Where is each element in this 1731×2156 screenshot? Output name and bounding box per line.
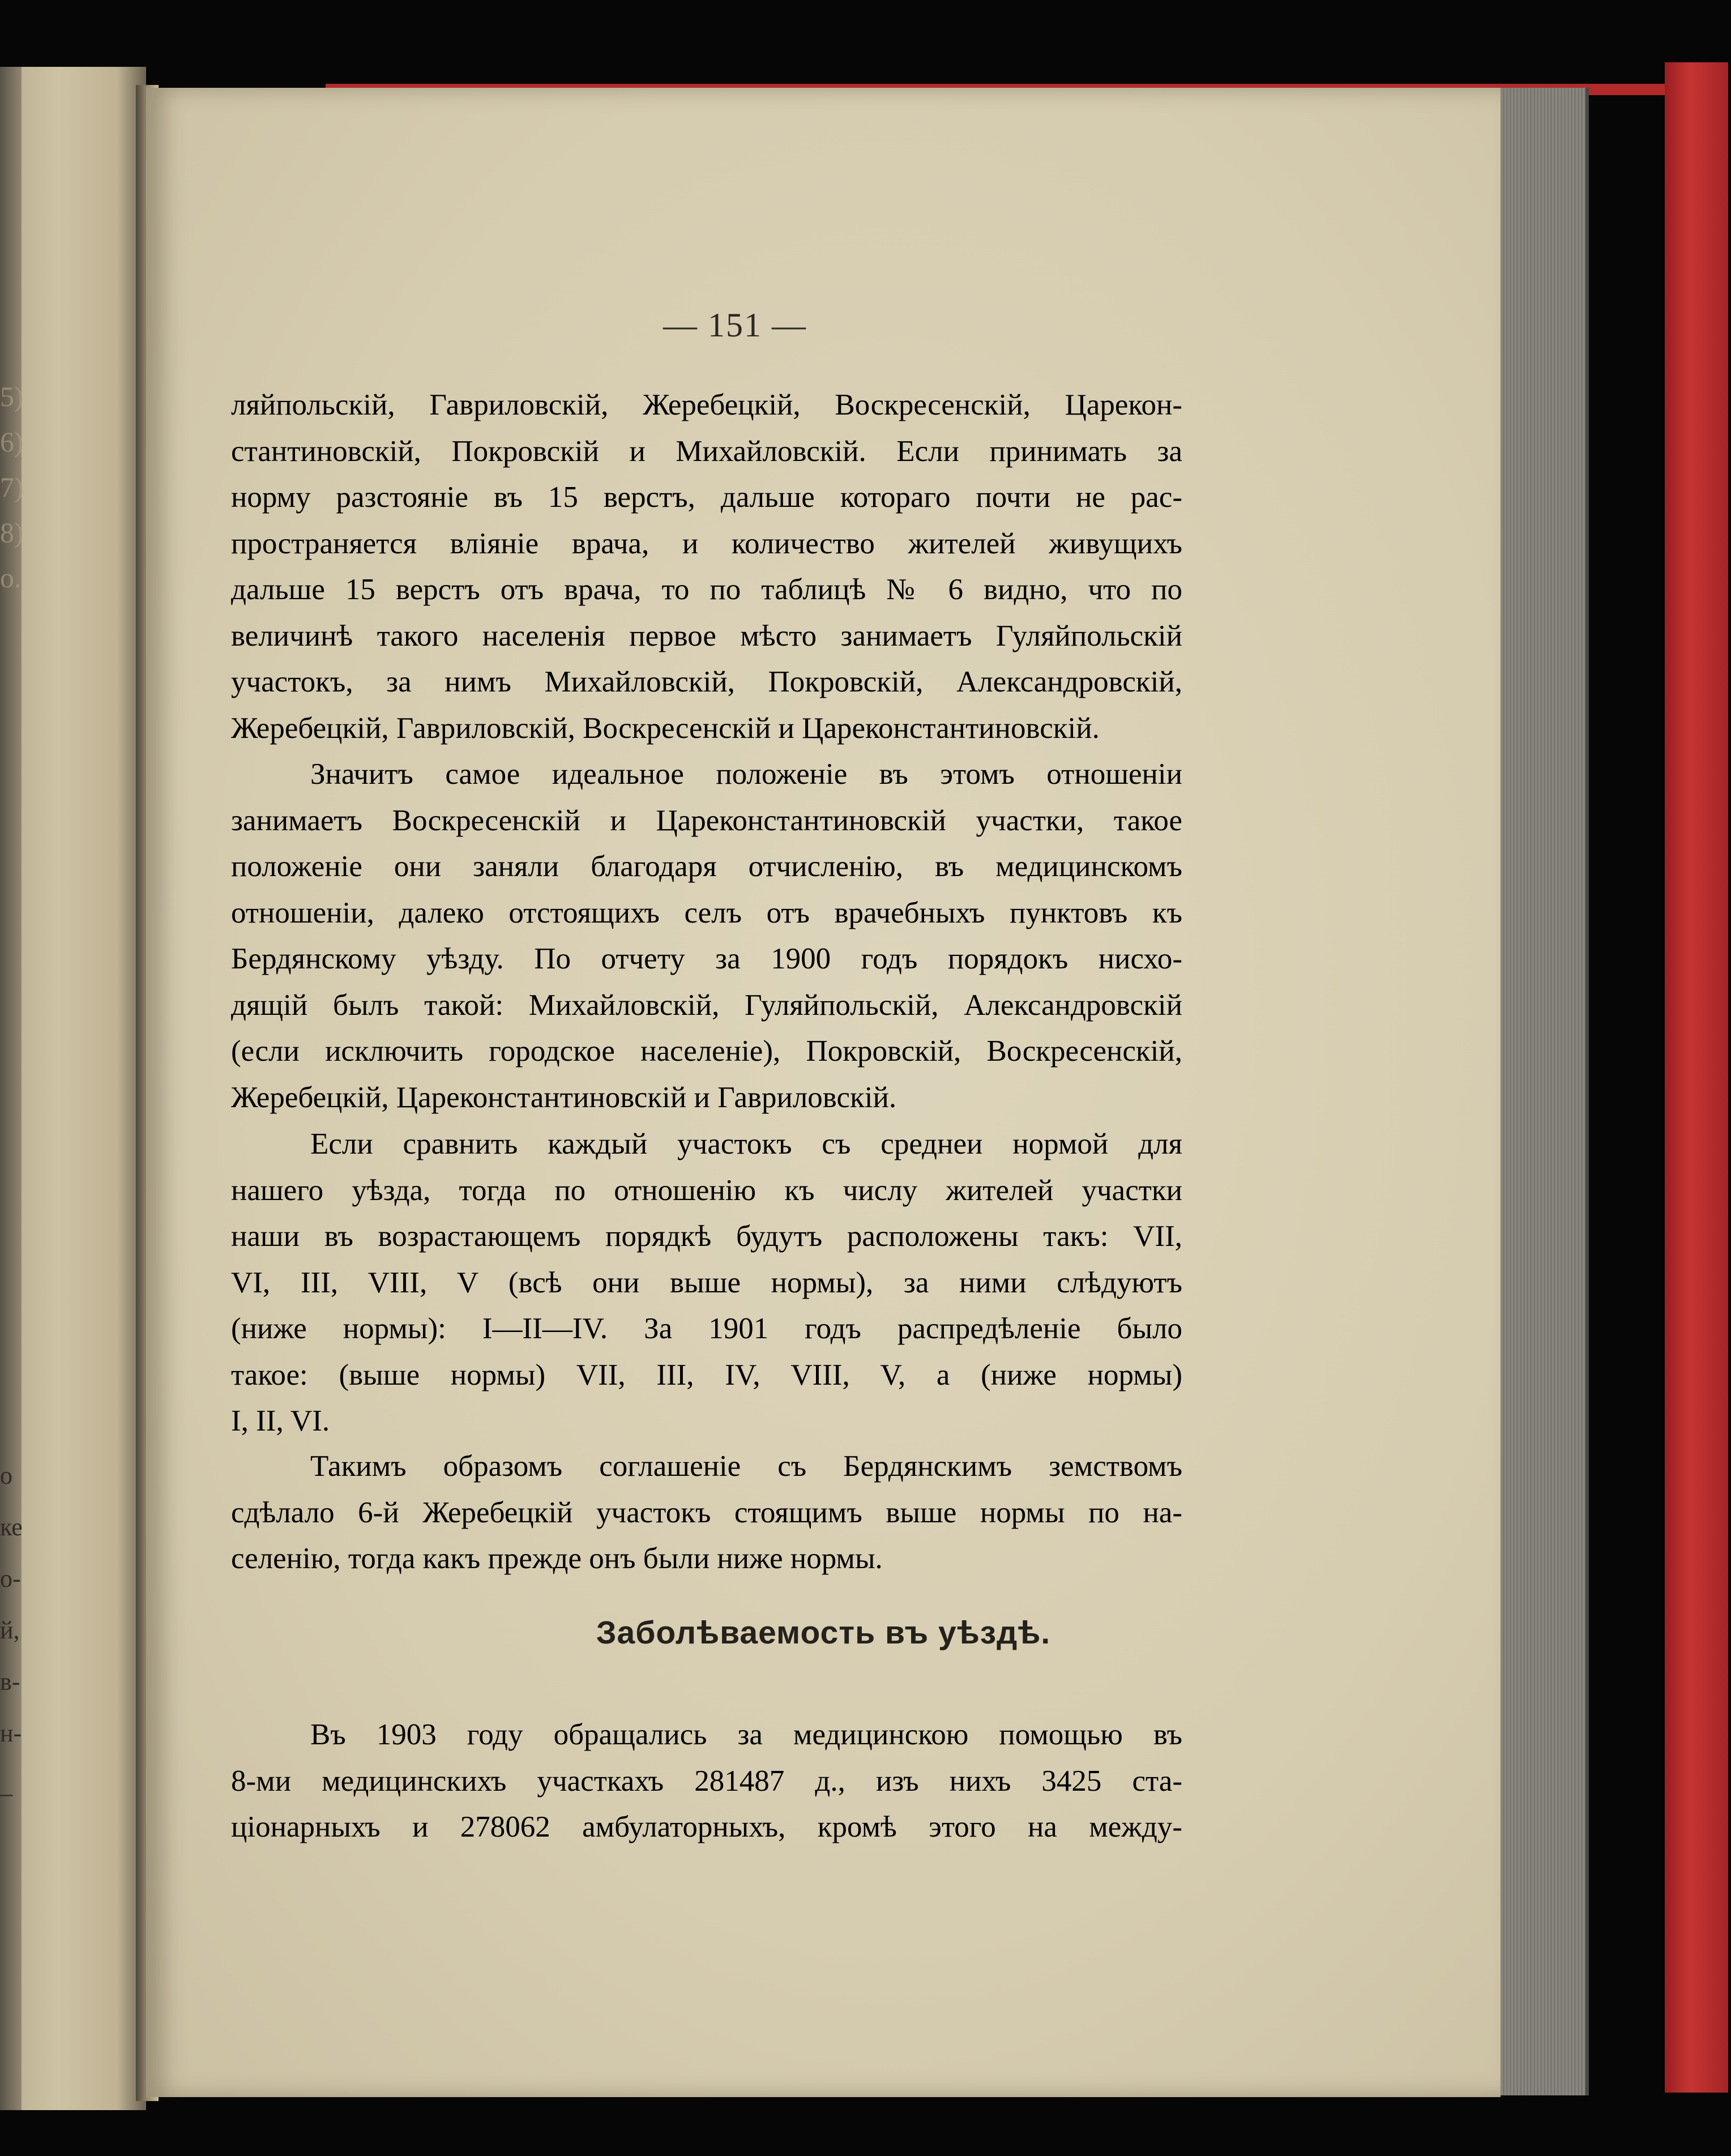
ghost-mark: о. xyxy=(0,562,22,594)
text-line: Такимъ образомъ соглашеніе съ Бердянскимъ земствомъ xyxy=(310,1450,1182,1483)
ghost-mark: 5) xyxy=(0,381,24,412)
paragraph-5 xyxy=(231,1712,1182,1851)
left-fragment: o xyxy=(0,1462,12,1489)
text-line: сдѣлало 6-й Жеребецкій участокъ стоящимъ выше нормы по на- xyxy=(231,1496,1182,1529)
left-fragment: н- xyxy=(0,1719,22,1747)
text-line: Значитъ самое идеальное положеніе въ этомъ отношеніи xyxy=(310,758,1182,791)
ghost-mark: 7) xyxy=(0,471,24,503)
text-line: участокъ, за нимъ Михайловскій, Покровскій, Александровскій, xyxy=(231,665,1182,698)
left-fragment: й, xyxy=(0,1616,20,1644)
text-line: такое: (выше нормы) VII, III, IV, VIII, V, а (ниже нормы) xyxy=(231,1358,1182,1391)
text-line: Бердянскому уѣзду. По отчету за 1900 годъ порядокъ нисхо- xyxy=(231,942,1182,975)
left-fragment: о- xyxy=(0,1565,21,1593)
ghost-mark: 8) xyxy=(0,516,24,548)
paragraph-2 xyxy=(231,752,1182,1121)
text-line: отношеніи, далеко отстоящихъ селъ отъ врачебныхъ пунктовъ къ xyxy=(231,896,1182,929)
text-line: стантиновскій, Покровскій и Михайловскій. Если принимать за xyxy=(231,434,1182,468)
text-line: пространяется вліяніе врача, и количество жителей живущихъ xyxy=(231,527,1182,560)
text-line: I, II, VI. xyxy=(231,1404,330,1437)
text-line: дящій былъ такой: Михайловскій, Гуляйпольскій, Александровскій xyxy=(231,988,1182,1022)
page-number: — 151 — xyxy=(663,306,807,344)
left-fragment: ке xyxy=(0,1513,23,1541)
ghost-mark: 6) xyxy=(0,426,24,458)
left-fragment: _ xyxy=(0,1771,12,1799)
left-page-ghost-marks xyxy=(0,374,51,600)
text-line: (ниже нормы): I—II—IV. За 1901 годъ распредѣленіе было xyxy=(231,1312,1182,1345)
text-line: селенію, тогда какъ прежде онъ были ниже нормы. xyxy=(231,1542,883,1575)
text-line: дальше 15 верстъ отъ врача, то по таблицѣ № 6 видно, что по xyxy=(231,573,1182,606)
paragraph-4 xyxy=(231,1444,1182,1582)
text-line: Жеребецкій, Цареконстантиновскій и Гавриловскій. xyxy=(231,1081,897,1114)
red-cover-board xyxy=(1665,62,1728,2093)
text-line: 8-ми медицинскихъ участкахъ 281487 д., изъ нихъ 3425 ста- xyxy=(231,1764,1182,1798)
right-page xyxy=(146,88,1501,2097)
text-line: норму разстояніе въ 15 верстъ, дальше котораго почти не рас- xyxy=(231,481,1182,514)
left-fragment: в- xyxy=(0,1668,20,1696)
text-line: (если исключить городское населеніе), Покровскій, Воскресенскій, xyxy=(231,1035,1182,1068)
text-line: занимаетъ Воскресенскій и Цареконстантиновскій участки, такое xyxy=(231,804,1182,837)
text-line: ціонарныхъ и 278062 амбулаторныхъ, кромѣ этого на между- xyxy=(231,1811,1182,1843)
text-line: Если сравнить каждый участокъ съ среднеи нормой для xyxy=(310,1128,1182,1160)
text-line: Въ 1903 году обращались за медицинскою помощью въ xyxy=(310,1718,1182,1751)
text-line: положеніе они заняли благодаря отчисленію, въ медицинскомъ xyxy=(231,850,1182,883)
left-page-text-fragments xyxy=(0,1450,34,1811)
text-line: нашего уѣзда, тогда по отношенію къ числу жителей участки xyxy=(231,1173,1182,1207)
text-line: ляйпольскій, Гавриловскій, Жеребецкій, Воскресенскій, Царекон- xyxy=(231,388,1182,421)
text-line: VI, III, VIII, V (всѣ они выше нормы), за ними слѣдуютъ xyxy=(231,1266,1182,1299)
text-line: Жеребецкій, Гавриловскій, Воскресенскій и Цареконстантиновскій. xyxy=(231,711,1100,745)
text-line: наши въ возрастающемъ порядкѣ будутъ расположены такъ: VII, xyxy=(231,1220,1182,1253)
paragraph-3 xyxy=(231,1121,1182,1445)
section-heading: Заболѣваемость въ уѣздѣ. xyxy=(596,1615,1051,1651)
paragraph-1 xyxy=(231,382,1182,752)
text-line: величинѣ такого населенія первое мѣсто занимаетъ Гуляйпольскій xyxy=(231,619,1182,652)
